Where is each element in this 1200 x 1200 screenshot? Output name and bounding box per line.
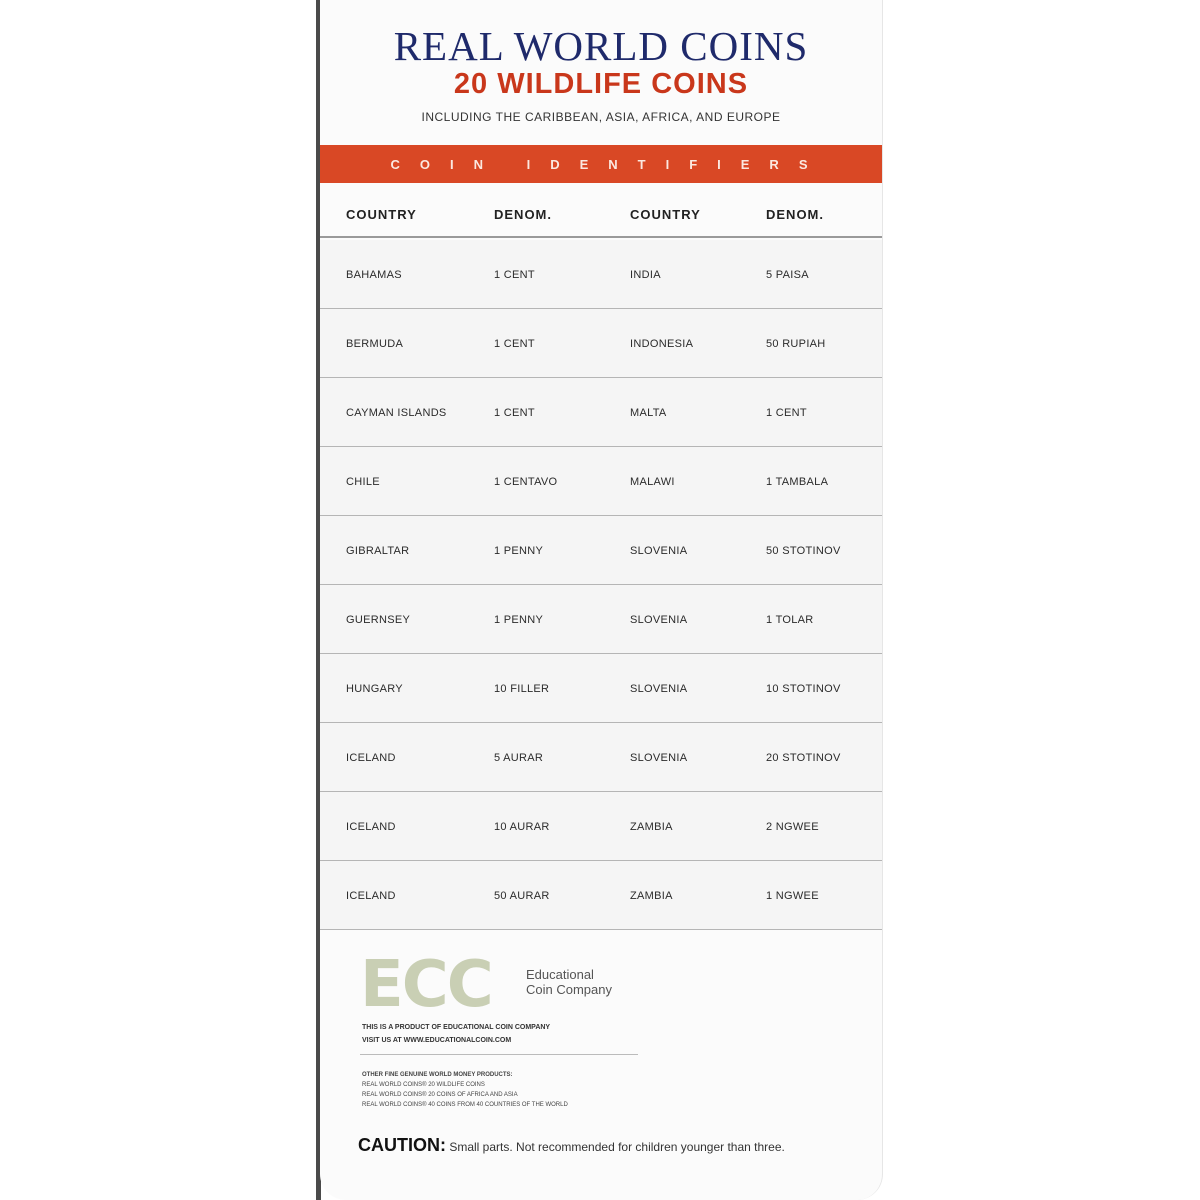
denom-cell: 1 CENTAVO (494, 476, 558, 488)
ecc-logo-letters: ECC (360, 948, 492, 1022)
denom-cell: 1 TOLAR (766, 614, 814, 626)
country-cell: ICELAND (346, 821, 396, 833)
header-denom-1: DENOM. (494, 207, 552, 222)
table-row (320, 516, 882, 585)
denom-cell: 1 CENT (766, 407, 807, 419)
denom-cell: 50 AURAR (494, 890, 550, 902)
coin-identifier-card (320, 0, 883, 1200)
table-row (320, 447, 882, 516)
country-cell: INDONESIA (630, 338, 694, 350)
country-cell: SLOVENIA (630, 614, 688, 626)
denom-cell: 1 CENT (494, 407, 535, 419)
section-divider (360, 1054, 638, 1055)
denom-cell: 1 CENT (494, 338, 535, 350)
other-product-item: REAL WORLD COINS® 20 WILDLIFE COINS (362, 1082, 485, 1088)
country-cell: SLOVENIA (630, 683, 688, 695)
denom-cell: 50 RUPIAH (766, 338, 826, 350)
country-cell: SLOVENIA (630, 752, 688, 764)
header-country-2: COUNTRY (630, 207, 701, 222)
country-cell: INDIA (630, 269, 661, 281)
table-row (320, 240, 882, 309)
card-tagline: INCLUDING THE CARIBBEAN, ASIA, AFRICA, AND EUROPE (421, 110, 781, 124)
table-row (320, 723, 882, 792)
country-cell: ZAMBIA (630, 890, 673, 902)
table-row (320, 378, 882, 447)
country-cell: MALTA (630, 407, 667, 419)
denom-cell: 1 PENNY (494, 545, 544, 557)
country-cell: ICELAND (346, 752, 396, 764)
coin-identifiers-banner: COIN IDENTIFIERS (320, 145, 882, 183)
product-note-line-1: THIS IS A PRODUCT OF EDUCATIONAL COIN COMPANY (362, 1024, 551, 1031)
country-cell: GIBRALTAR (346, 545, 410, 557)
table-row (320, 792, 882, 861)
other-products-list (362, 1070, 568, 1110)
product-note-website: VISIT US AT WWW.EDUCATIONALCOIN.COM (362, 1037, 512, 1044)
country-cell: SLOVENIA (630, 545, 688, 557)
caution-text: Small parts. Not recommended for children younger than three. (449, 1140, 785, 1154)
company-name-line-2: Coin Company (526, 982, 612, 997)
other-product-item: REAL WORLD COINS® 20 COINS OF AFRICA AND ASIA (362, 1092, 518, 1098)
denom-cell: 1 NGWEE (766, 890, 819, 902)
country-cell: MALAWI (630, 476, 675, 488)
denom-cell: 10 AURAR (494, 821, 550, 833)
country-cell: ZAMBIA (630, 821, 673, 833)
table-row (320, 654, 882, 723)
caution-label: CAUTION: (358, 1135, 446, 1155)
table-row (320, 585, 882, 654)
company-name-line-1: Educational (526, 967, 594, 982)
other-products-heading: OTHER FINE GENUINE WORLD MONEY PRODUCTS: (362, 1072, 513, 1078)
table-row (320, 309, 882, 378)
denom-cell: 5 PAISA (766, 269, 809, 281)
country-cell: CHILE (346, 476, 380, 488)
denom-cell: 1 PENNY (494, 614, 544, 626)
denom-cell: 10 STOTINOV (766, 683, 841, 695)
country-cell: GUERNSEY (346, 614, 411, 626)
country-cell: ICELAND (346, 890, 396, 902)
country-cell: BAHAMAS (346, 269, 402, 281)
card-subtitle: 20 WILDLIFE COINS (453, 68, 749, 100)
other-product-item: REAL WORLD COINS® 40 COINS FROM 40 COUNTRIES OF THE WORLD (362, 1102, 568, 1108)
caution-notice (358, 1135, 785, 1156)
denom-cell: 1 TAMBALA (766, 476, 829, 488)
denom-cell: 1 CENT (494, 269, 535, 281)
denom-cell: 50 STOTINOV (766, 545, 841, 557)
country-cell: CAYMAN ISLANDS (346, 407, 447, 419)
header-denom-2: DENOM. (766, 207, 824, 222)
denom-cell: 20 STOTINOV (766, 752, 841, 764)
card-title: REAL WORLD COINS (393, 23, 809, 69)
country-cell: BERMUDA (346, 338, 404, 350)
table-row (320, 861, 882, 930)
denom-cell: 5 AURAR (494, 752, 544, 764)
header-country-1: COUNTRY (346, 207, 417, 222)
denom-cell: 10 FILLER (494, 683, 550, 695)
denom-cell: 2 NGWEE (766, 821, 819, 833)
ecc-company-name (526, 967, 666, 997)
table-header (320, 190, 882, 238)
product-note (362, 1021, 550, 1047)
country-cell: HUNGARY (346, 683, 403, 695)
